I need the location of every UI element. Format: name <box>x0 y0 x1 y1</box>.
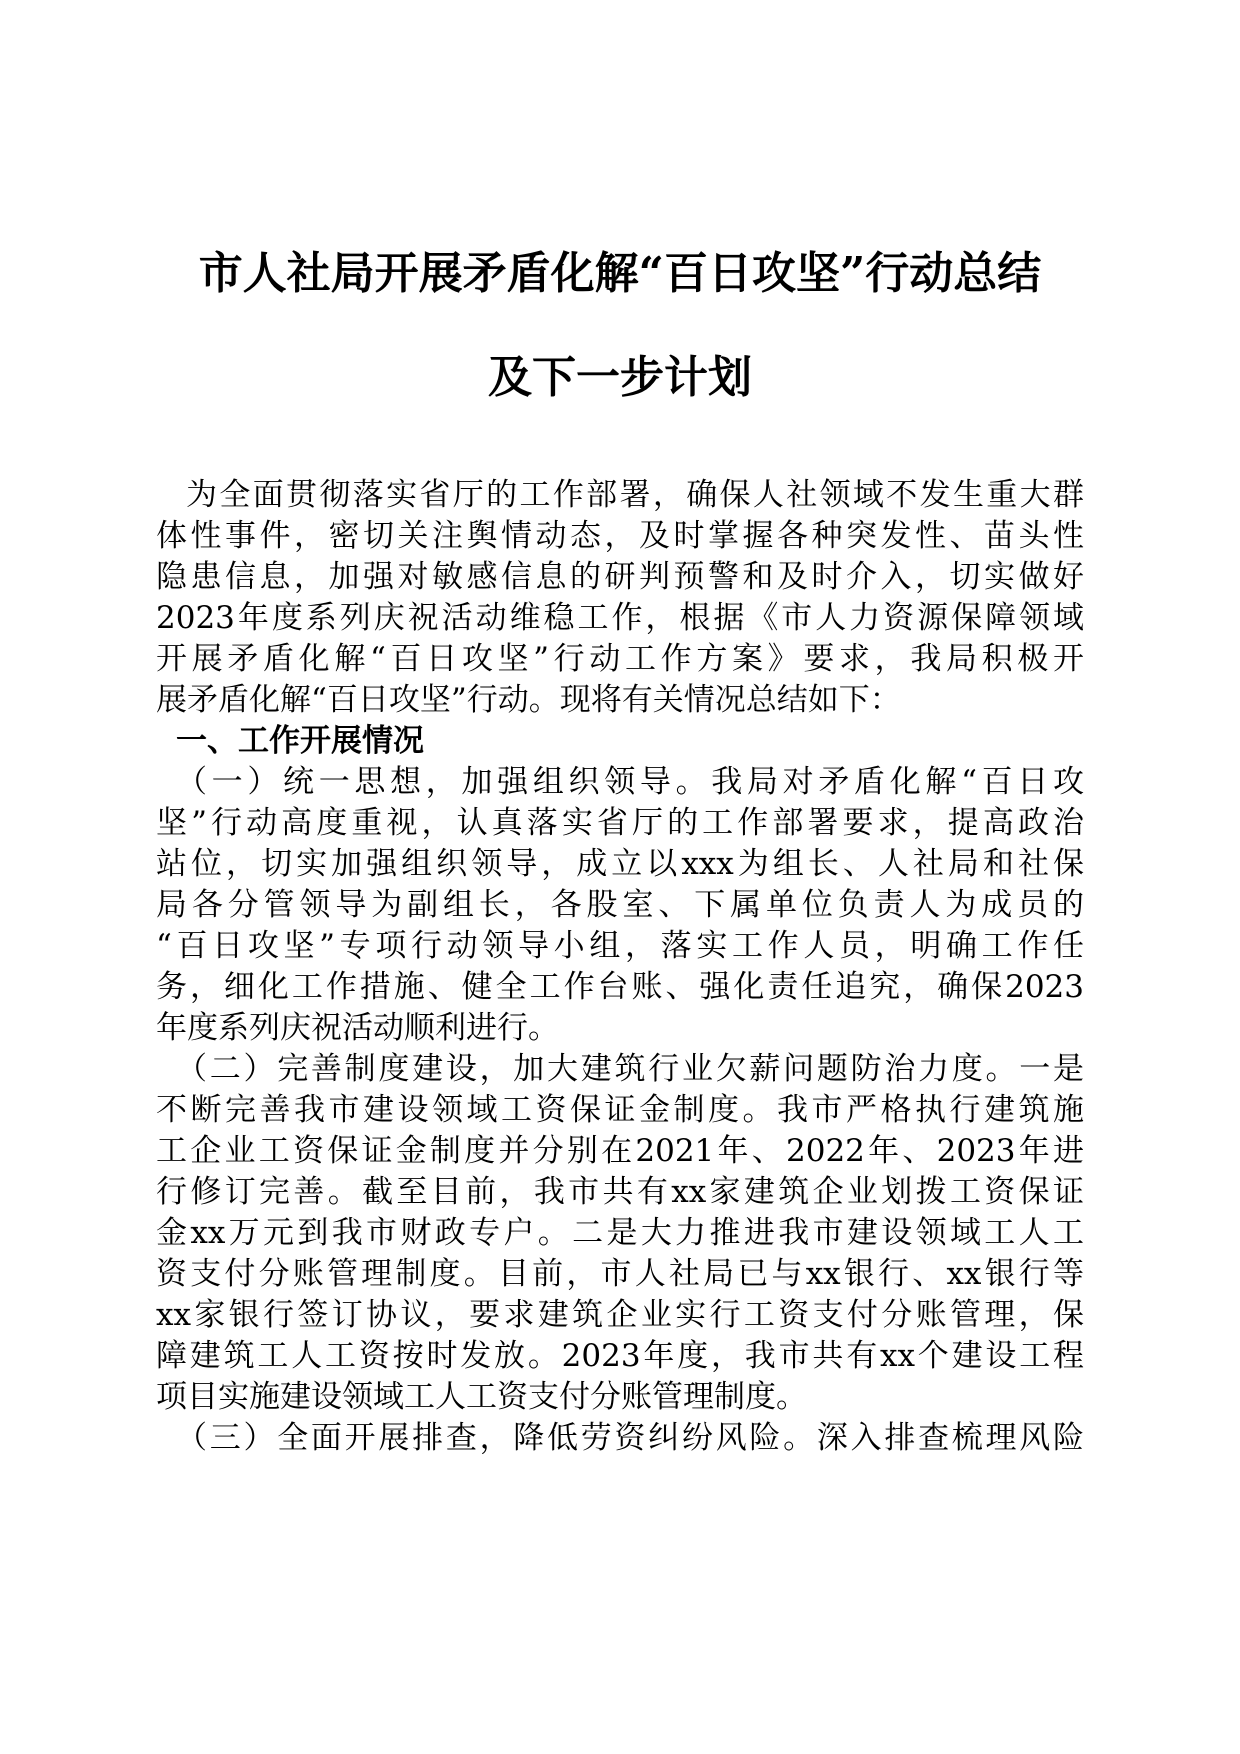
text-line: 站位，切实加强组织领导，成立以xxx为组长、人社局和社保 <box>156 846 1084 882</box>
text-line: 局各分管领导为副组长，各股室、下属单位负责人为成员的 <box>156 887 1084 923</box>
section-heading: 一、工作开展情况 <box>176 723 424 759</box>
text-line: 务，细化工作措施、健全工作台账、强化责任追究，确保2023 <box>156 969 1084 1005</box>
document-body <box>156 475 1084 1459</box>
text-line: （一）统一思想，加强组织领导。我局对矛盾化解“百日攻 <box>176 764 1084 800</box>
text-line: 2023年度系列庆祝活动维稳工作，根据《市人力资源保障领域 <box>156 600 1084 636</box>
text-line: 工企业工资保证金制度并分别在2021年、2022年、2023年进 <box>156 1133 1084 1169</box>
paragraph-3 <box>156 1418 1084 1459</box>
text-line: xx家银行签订协议，要求建筑企业实行工资支付分账管理，保 <box>156 1297 1084 1333</box>
text-line: 年度系列庆祝活动顺利进行。 <box>156 1010 559 1046</box>
title-line: 市人社局开展矛盾化解“百日攻坚”行动总结 <box>198 248 1042 299</box>
paragraph-2 <box>156 1049 1084 1418</box>
text-line: 项目实施建设领域工人工资支付分账管理制度。 <box>156 1379 807 1415</box>
text-line: 不断完善我市建设领域工资保证金制度。我市严格执行建筑施 <box>156 1092 1084 1128</box>
text-line: 障建筑工人工资按时发放。2023年度，我市共有xx个建设工程 <box>156 1338 1084 1374</box>
text-line: 体性事件，密切关注舆情动态，及时掌握各种突发性、苗头性 <box>156 518 1084 554</box>
text-line: 金xx万元到我市财政专户。二是大力推进我市建设领域工人工 <box>156 1215 1084 1251</box>
text-line: （三）全面开展排查，降低劳资纠纷风险。深入排查梳理风险 <box>176 1420 1084 1456</box>
document-title <box>150 250 1090 402</box>
text-line: 为全面贯彻落实省厅的工作部署，确保人社领域不发生重大群 <box>186 477 1084 513</box>
text-line: 开展矛盾化解“百日攻坚”行动工作方案》要求，我局积极开 <box>156 641 1084 677</box>
text-line: 展矛盾化解“百日攻坚”行动。现将有关情况总结如下： <box>156 682 901 718</box>
paragraph-1 <box>156 762 1084 1049</box>
text-line: （二）完善制度建设，加大建筑行业欠薪问题防治力度。一是 <box>176 1051 1084 1087</box>
text-line: 坚”行动高度重视，认真落实省厅的工作部署要求，提高政治 <box>156 805 1084 841</box>
text-line: 隐患信息，加强对敏感信息的研判预警和及时介入，切实做好 <box>156 559 1084 595</box>
text-line: “百日攻坚”专项行动领导小组，落实工作人员，明确工作任 <box>156 928 1084 964</box>
text-line: 资支付分账管理制度。目前，市人社局已与xx银行、xx银行等 <box>156 1256 1084 1292</box>
intro-paragraph <box>156 475 1084 721</box>
title-line: 及下一步计划 <box>488 352 752 403</box>
text-line: 行修订完善。截至目前，我市共有xx家建筑企业划拨工资保证 <box>156 1174 1084 1210</box>
